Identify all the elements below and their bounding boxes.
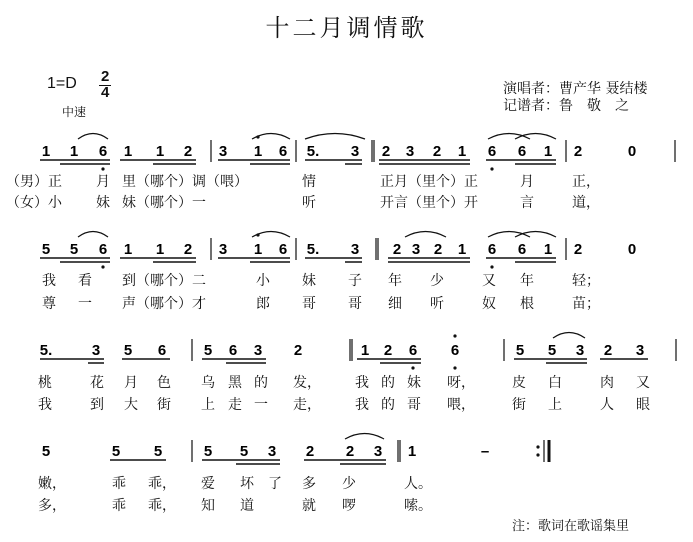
slur	[488, 232, 530, 238]
lyric-syllable: 坏	[240, 476, 254, 492]
slur	[515, 232, 556, 238]
lyric-syllable: 一	[78, 296, 92, 312]
note-digit: 5	[111, 443, 121, 460]
note-digit: 1	[543, 241, 553, 258]
time-signature-top: 2	[101, 68, 110, 85]
note-digit: 1	[69, 143, 79, 160]
note-digit: 2	[383, 342, 393, 359]
note-digit: 1	[253, 241, 263, 258]
note-digit: 6	[278, 241, 288, 258]
note-digit: 5	[203, 342, 213, 359]
note-digit: 3	[350, 241, 360, 258]
lyric-syllable: （男）正	[6, 174, 62, 190]
lyric-syllable: 我	[355, 375, 369, 391]
note-digit: 5.	[306, 143, 320, 160]
lyric-syllable: 走，	[293, 397, 321, 413]
note-digit: 2	[183, 241, 193, 258]
lyric-syllable: 爱	[201, 476, 215, 492]
tempo-marking: 中速	[62, 105, 87, 119]
note-digit: 6	[487, 143, 497, 160]
lyric-syllable: 了	[268, 476, 282, 492]
lyric-syllable: 的	[381, 375, 395, 391]
lyric-syllable: 妹	[302, 273, 316, 289]
repeat-dot	[536, 445, 539, 448]
lyric-syllable: 呀，	[447, 375, 475, 391]
slur	[78, 232, 108, 238]
note-digit: 6	[98, 241, 108, 258]
note-digit: 1	[407, 443, 417, 460]
note-digit: 6	[450, 342, 460, 359]
note-digit: 2	[392, 241, 402, 258]
lyric-syllable: 言	[520, 195, 534, 211]
note-digit: 5	[41, 443, 51, 460]
low-octave-dot	[490, 167, 493, 170]
note-digit: 6	[278, 143, 288, 160]
lyric-syllable: 开言（里个）开	[380, 195, 478, 211]
note-digit: 3	[350, 143, 360, 160]
note-digit: 6	[517, 241, 527, 258]
lyric-syllable: 哥	[302, 296, 316, 312]
note-digit: 3	[405, 143, 415, 160]
lyric-syllable: 就	[302, 498, 316, 514]
lyric-syllable: 哥	[407, 397, 421, 413]
note-digit: 3	[575, 342, 585, 359]
lyric-syllable: 乖，	[148, 476, 176, 492]
time-signature-bottom: 4	[101, 84, 110, 101]
lyric-syllable: 眼	[636, 397, 650, 413]
lyric-syllable: 少	[342, 476, 356, 492]
song-title: 十二月调情歌	[265, 14, 428, 42]
note-digit: 2	[381, 143, 391, 160]
lyric-syllable: 大	[124, 397, 138, 413]
note-digit: 5	[69, 241, 79, 258]
note-digit: 3	[373, 443, 383, 460]
lyric-syllable: 声（哪个）才	[122, 296, 206, 312]
lyric-syllable: 乖，	[148, 498, 176, 514]
note-digit: 5	[153, 443, 163, 460]
note-digit: 5	[41, 241, 51, 258]
note-digit: 5.	[306, 241, 320, 258]
note-digit: 3	[218, 143, 228, 160]
note-digit: 3	[91, 342, 101, 359]
note-digit: 1	[543, 143, 553, 160]
lyric-syllable: 一	[254, 397, 268, 413]
high-octave-dot	[453, 334, 456, 337]
lyric-syllable: 子	[348, 273, 362, 289]
slur	[488, 134, 530, 140]
lyric-syllable: 根	[520, 296, 534, 312]
note-digit: –	[480, 443, 490, 460]
lyric-syllable: 妹（哪个）一	[122, 195, 206, 211]
high-octave-dot	[256, 233, 259, 236]
lyric-syllable: 奴	[482, 296, 496, 312]
slur	[345, 434, 384, 440]
lyric-syllable: 知	[201, 498, 215, 514]
lyric-syllable: 多	[302, 476, 316, 492]
lyric-syllable: 上	[201, 397, 215, 413]
lyric-syllable: 嫩，	[38, 476, 66, 492]
note-digit: 2	[293, 342, 303, 359]
lyric-syllable: 看	[78, 273, 92, 289]
note-digit: 5.	[39, 342, 53, 359]
note-digit: 6	[228, 342, 238, 359]
lyric-syllable: 郎	[256, 296, 270, 312]
note-digit: 6	[408, 342, 418, 359]
lyric-syllable: 发，	[293, 375, 321, 391]
lyric-syllable: 年	[388, 273, 402, 289]
lyric-syllable: 上	[548, 397, 562, 413]
note-digit: 6	[517, 143, 527, 160]
lyric-syllable: 乖	[112, 476, 126, 492]
slur	[405, 232, 446, 238]
note-digit: 5	[123, 342, 133, 359]
note-digit: 1	[253, 143, 263, 160]
note-digit: 3	[635, 342, 645, 359]
lyric-syllable: 白	[548, 375, 562, 391]
low-octave-dot	[453, 366, 456, 369]
lyric-syllable: 乖	[112, 498, 126, 514]
low-octave-dot	[101, 265, 104, 268]
lyric-syllable: 到（哪个）二	[122, 273, 206, 289]
lyric-syllable: 月	[124, 375, 138, 391]
note-digit: 6	[487, 241, 497, 258]
note-digit: 1	[123, 241, 133, 258]
note-digit: 3	[253, 342, 263, 359]
lyric-syllable: 喂，	[447, 397, 475, 413]
slur	[553, 333, 585, 339]
note-digit: 6	[98, 143, 108, 160]
lyric-syllable: 到	[90, 397, 104, 413]
notation-credit: 记谱者：鲁 敬 之	[503, 98, 629, 114]
lyric-syllable: 少	[430, 273, 444, 289]
lyric-syllable: 色	[157, 375, 171, 391]
lyric-syllable: 月	[96, 174, 110, 190]
lyric-syllable: 妹	[407, 375, 421, 391]
note-digit: 1	[457, 143, 467, 160]
lyric-syllable: 我	[42, 273, 56, 289]
note-digit: 2	[433, 241, 443, 258]
lyric-syllable: 道	[240, 498, 254, 514]
lyric-syllable: 多，	[38, 498, 66, 514]
note-digit: 1	[457, 241, 467, 258]
lyric-syllable: 苗；	[572, 296, 600, 312]
lyric-syllable: 人	[600, 397, 614, 413]
singers-credit: 演唱者：曹产华 聂结楼	[503, 81, 648, 97]
lyric-syllable: 里（哪个）调（喂）	[122, 174, 248, 190]
lyric-syllable: 哥	[348, 296, 362, 312]
lyric-syllable: 花	[90, 375, 104, 391]
lyric-syllable: 我	[38, 397, 52, 413]
lyric-syllable: 年	[520, 273, 534, 289]
note-digit: 1	[360, 342, 370, 359]
lyric-syllable: 街	[512, 397, 526, 413]
slur	[515, 134, 556, 140]
note-digit: 3	[411, 241, 421, 258]
note-digit: 2	[432, 143, 442, 160]
note-digit: 5	[547, 342, 557, 359]
note-digit: 5	[203, 443, 213, 460]
note-digit: 2	[305, 443, 315, 460]
note-digit: 1	[155, 241, 165, 258]
low-octave-dot	[411, 366, 414, 369]
lyric-syllable: （女）小	[6, 195, 62, 211]
low-octave-dot	[490, 265, 493, 268]
note-digit: 1	[123, 143, 133, 160]
lyric-syllable: 又	[636, 375, 650, 391]
lyric-syllable: 走	[228, 397, 242, 413]
note-digit: 2	[573, 143, 583, 160]
lyric-syllable: 正，	[572, 174, 600, 190]
lyric-syllable: 乌	[201, 375, 215, 391]
lyric-syllable: 肉	[600, 375, 614, 391]
note-digit: 1	[155, 143, 165, 160]
lyric-syllable: 听	[302, 195, 316, 211]
note-digit: 2	[345, 443, 355, 460]
note-digit: 2	[573, 241, 583, 258]
lyric-syllable: 妹	[96, 195, 110, 211]
lyric-syllable: 细	[388, 296, 402, 312]
lyric-syllable: 啰	[342, 498, 356, 514]
note-digit: 2	[603, 342, 613, 359]
note-digit: 5	[515, 342, 525, 359]
lyric-syllable: 我	[355, 397, 369, 413]
lyric-syllable: 人。	[404, 476, 432, 492]
lyric-syllable: 皮	[512, 375, 526, 391]
lyric-syllable: 轻；	[572, 273, 600, 289]
lyric-syllable: 街	[157, 397, 171, 413]
lyric-syllable: 桃	[38, 375, 52, 391]
note-digit: 5	[239, 443, 249, 460]
lyric-syllable: 月	[520, 174, 534, 190]
lyric-syllable: 的	[381, 397, 395, 413]
repeat-dot	[536, 453, 539, 456]
lyric-syllable: 道，	[572, 195, 600, 211]
lyric-syllable: 尊	[42, 296, 56, 312]
note-digit: 2	[183, 143, 193, 160]
note-digit: 0	[627, 143, 637, 160]
lyric-syllable: 又	[482, 273, 496, 289]
slur	[78, 134, 108, 140]
lyric-line-male-s1	[6, 171, 62, 191]
lyric-syllable: 小	[256, 273, 270, 289]
slur	[305, 134, 365, 140]
lyric-syllable: 正月（里个）正	[380, 174, 478, 190]
key-signature: 1=D	[47, 75, 77, 92]
note-digit: 3	[218, 241, 228, 258]
footnote: 注：歌词在歌谣集里	[512, 519, 630, 534]
note-digit: 0	[627, 241, 637, 258]
lyric-syllable: 的	[254, 375, 268, 391]
note-digit: 3	[267, 443, 277, 460]
lyric-syllable: 嗦。	[404, 498, 432, 514]
note-digit: 6	[157, 342, 167, 359]
lyric-syllable: 情	[302, 174, 316, 190]
lyric-syllable: 黑	[228, 375, 242, 391]
high-octave-dot	[256, 135, 259, 138]
lyric-syllable: 听	[430, 296, 444, 312]
note-digit: 1	[41, 143, 51, 160]
